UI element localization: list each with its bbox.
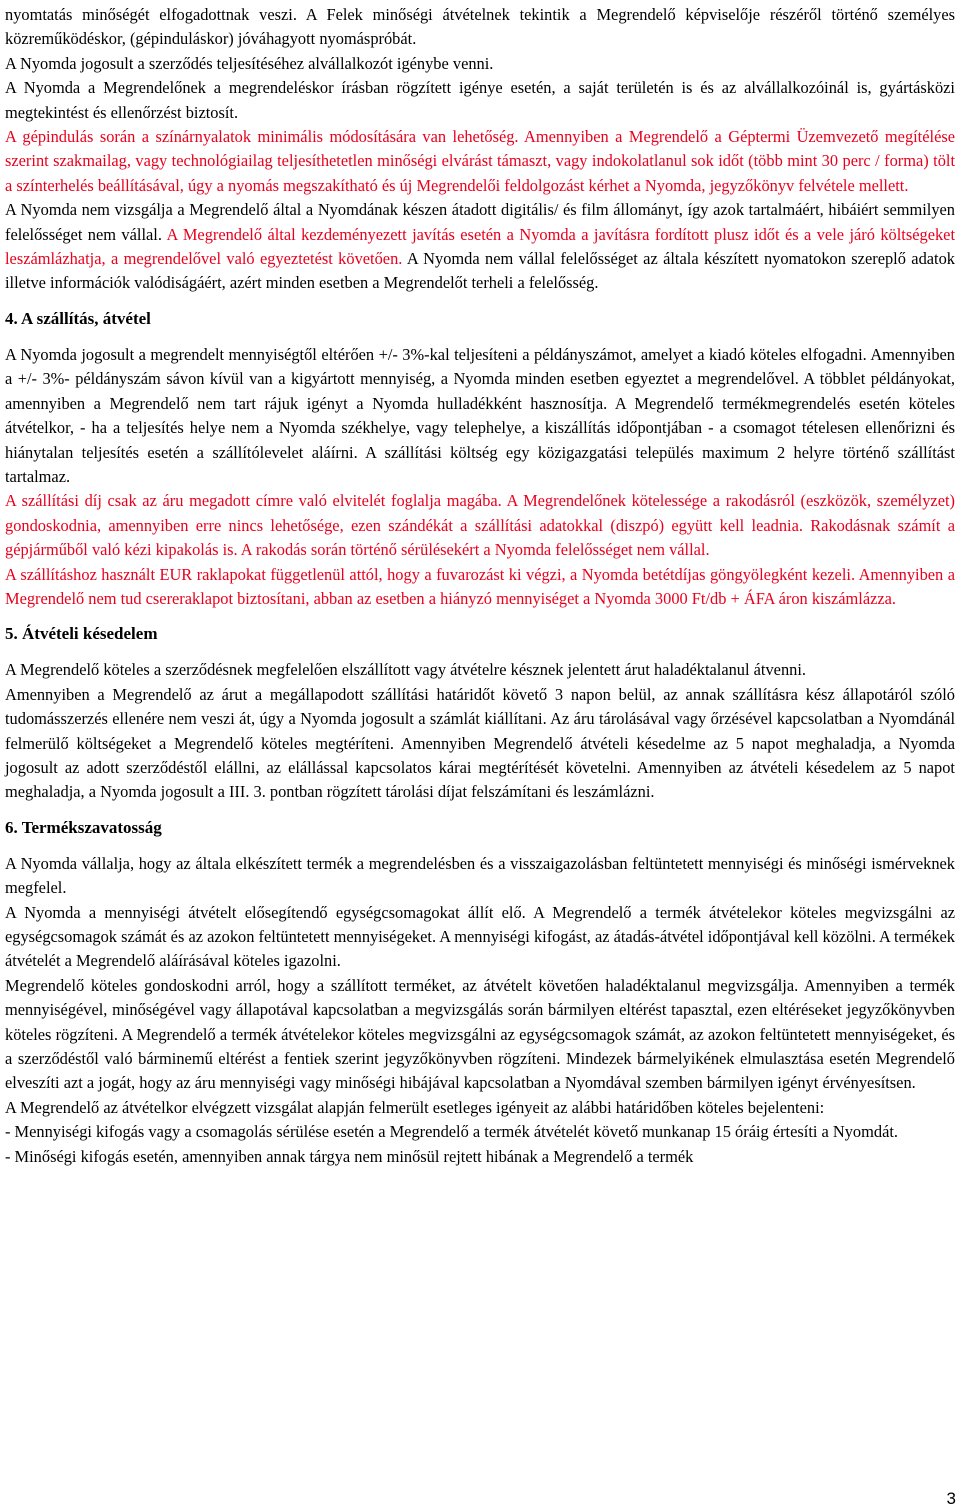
paragraph-pallets-red: A szállításhoz használt EUR raklapokat függetlenül attól, hogy a fuvarozást ki végzi, a Nyomda betétdíjas göngyölegként kezeli. Amennyiben a Megrendelő nem tud csereraklapot biztosítani, abban az esetben a hiányzó mennyiséget a Nyomda 3000 Ft/db + ÁFA áron kiszámlázza. [5,564,955,608]
page-number: 3 [946,1489,956,1508]
paragraph-delivery-fee-red: A szállítási díj csak az áru megadott címre való elvitelét foglalja magába. A Megrendelőnek kötelessége a rakodásról (eszközök, személyzet) gondoskodnia, amennyiben erre nincs lehetősége, ezen szándékát a szállítási adatokkal (diszpó) együtt kell leadnia. Rakodásnak számít a gépjárműből való kézi kipakolás is. A rakodás során történő sérülésekért a Nyomda felelősséget nem vállal. [5,491,955,560]
paragraph-correction-red: A Megrendelő által kezdeményezett javítás esetén a Nyomda a javításra fordított plusz időt és a vele járó költségeket leszámlázhatja, a megrendelővel való egyeztetést követően. [5,224,956,269]
paragraph-acceptance-duty: A Megrendelő köteles a szerződésnek megfelelően elszállított vagy átvételre késznek jelentett árut haladéktalanul átvenni. [5,660,806,680]
paragraph-inspection: A Nyomda a Megrendelőnek a megrendeléskor írásban rögzített igénye esetén, a saját területén is és az alvállalkozóinál is, gyártásközi megtekintést és ellenőrzést biztosít. [5,78,955,122]
section-heading-delivery: 4. A szállítás, átvétel [5,308,151,328]
paragraph-warranty-2: A Nyomda a mennyiségi átvételt elősegítendő egységcsomagokat állít elő. A Megrendelő a termék átvételekor köteles megvizsgálni az egységcsomagok számát és az azokon feltüntetett mennyiségeket. A mennyiségi kifogást, az átadás-átvétel időpontjával kell közölni. A termékek átvételét a Megrendelő aláírásával köteles igazolni. [5,902,955,971]
paragraph-warranty-3: Megrendelő köteles gondoskodni arról, hogy a szállított terméket, az átvételt követően haladéktalanul megvizsgálja. Amennyiben a termék mennyiségével, minőségével vagy állapotával kapcsolatban a megvizsgálás során bármilyen eltérést tapasztal, ezen eltéréseket jegyzőkönyvben köteles rögzíteni. A Megrendelő a termék átvételekor köteles megvizsgálni az egységcsomagok számát, az azokon feltüntetett mennyiségeket, és a szerződéstől való bárminemű eltérést a fentiek szerint jegyzőkönyvben rögzíteni. Mindezek bármelyikének elmulasztása esetén Megrendelő elveszíti azt a jogát, hogy az áru mennyiségi vagy minőségi hibájával kapcsolatban a Nyomdával szemben bármilyen igényt érvényesítsen. [5,975,955,1093]
paragraph-subcontractor: A Nyomda jogosult a szerződés teljesítéséhez alvállalkozót igénybe venni. [5,53,494,73]
section-heading-warranty: 6. Termékszavatosság [5,817,162,837]
section-heading-delay: 5. Átvételi késedelem [5,624,158,644]
paragraph-digital-files [5,198,955,296]
paragraph-warranty-6: - Minőségi kifogás esetén, amennyiben annak tárgya nem minősül rejtett hibának a Megrendelő a termék [5,1146,694,1166]
paragraph-liability-text: A Nyomda nem vállal felelősséget az általa készített nyomatokon szereplő adatok illetve információk valódiságáért, azért minden esetben a Megrendelőt terheli a felelősség. [5,249,955,293]
document-page [5,3,955,1169]
paragraph-warranty-1: A Nyomda vállalja, hogy az általa elkészített termék a megrendelésben és a visszaigazolásban feltüntetett mennyiségi és minőségi ismérveknek megfelel. [5,853,955,898]
paragraph-press-start-red: A gépindulás során a színárnyalatok minimális módosítására van lehetőség. Amennyiben a Megrendelő a Géptermi Üzemvezető megítélése szerint szakmailag, vagy technológiailag teljesíthetetlen minőségi elvárást támaszt, vagy indokolatlanul sok időt (több mint 30 perc / forma) tölt a színterhelés beállításával, úgy a nyomás megszakítható és új Megrendelői feldolgozást kérhet a Nyomda, jegyzőkönyv felvétele mellett. [5,127,955,195]
paragraph-delivery-quantity: A Nyomda jogosult a megrendelt mennyiségtől eltérően +/- 3%-kal teljesíteni a példányszámot, amelyet a kiadó köteles elfogadni. Amennyiben a +/- 3%- példányszám sávon kívül van a kigyártott mennyiség, a Nyomda minden esetben egyeztet a megrendelővel. A többlet példányokat, amennyiben a Megrendelő nem tart rájuk igényt a Nyomda hulladékként hasznosítja. A Megrendelő termékmegrendelés esetén köteles átvételkor, - ha a teljesítés helye nem a Nyomda székhelye, vagy telephelye, a kiszállítás időpontjában - a csomagot tételesen ellenőrizni és hiánytalan teljesítés esetén a szállítólevelet aláírni. A szállítási költség egy közigazgatási település maximum 2 helyre történő szállítást tartalmaz. [5,344,955,486]
paragraph-warranty-4: A Megrendelő az átvételkor elvégzett vizsgálat alapján felmerült esetleges igényeit az alábbi határidőben köteles bejelenteni: [5,1097,825,1117]
paragraph-digital-files-text: A Nyomda nem vizsgálja a Megrendelő által a Nyomdának készen átadott digitális/ és film állományt, így azok tartalmáért, hibáiért semmilyen felelősséget nem vállal. [5,200,955,244]
paragraph-print-quality: nyomtatás minőségét elfogadottnak veszi. A Felek minőségi átvételnek tekintik a Megrendelő képviselője részéről történő személyes közreműködéskor, (gépinduláskor) jóváhagyott nyomáspróbát. [5,5,955,49]
paragraph-acceptance-delay: Amennyiben a Megrendelő az árut a megállapodott szállítási határidőt követő 3 napon belül, az annak szállításra kész állapotáról szóló tudomásszerzés ellenére nem veszi át, úgy a Nyomda jogosult a számlát kiállítani. Az áru tárolásával vagy őrzésével kapcsolatban a Nyomdánál felmerülő költségeket a Megrendelő köteles megtéríteni. Amennyiben Megrendelő átvételi késedelme az 5 napot meghaladja, a Nyomda jogosult az adott szerződéstől elállni, az elállással kapcsolatos kárai megtérítését követelni. Amennyiben az átvételi késedelem az 5 napot meghaladja, a Nyomda jogosult a III. 3. pontban rögzített tárolási díjat felszámítani és leszámlázni. [5,684,955,802]
paragraph-warranty-5: - Mennyiségi kifogás vagy a csomagolás sérülése esetén a Megrendelő a termék átvételét követő munkanap 15 óráig értesíti a Nyomdát. [5,1122,898,1142]
